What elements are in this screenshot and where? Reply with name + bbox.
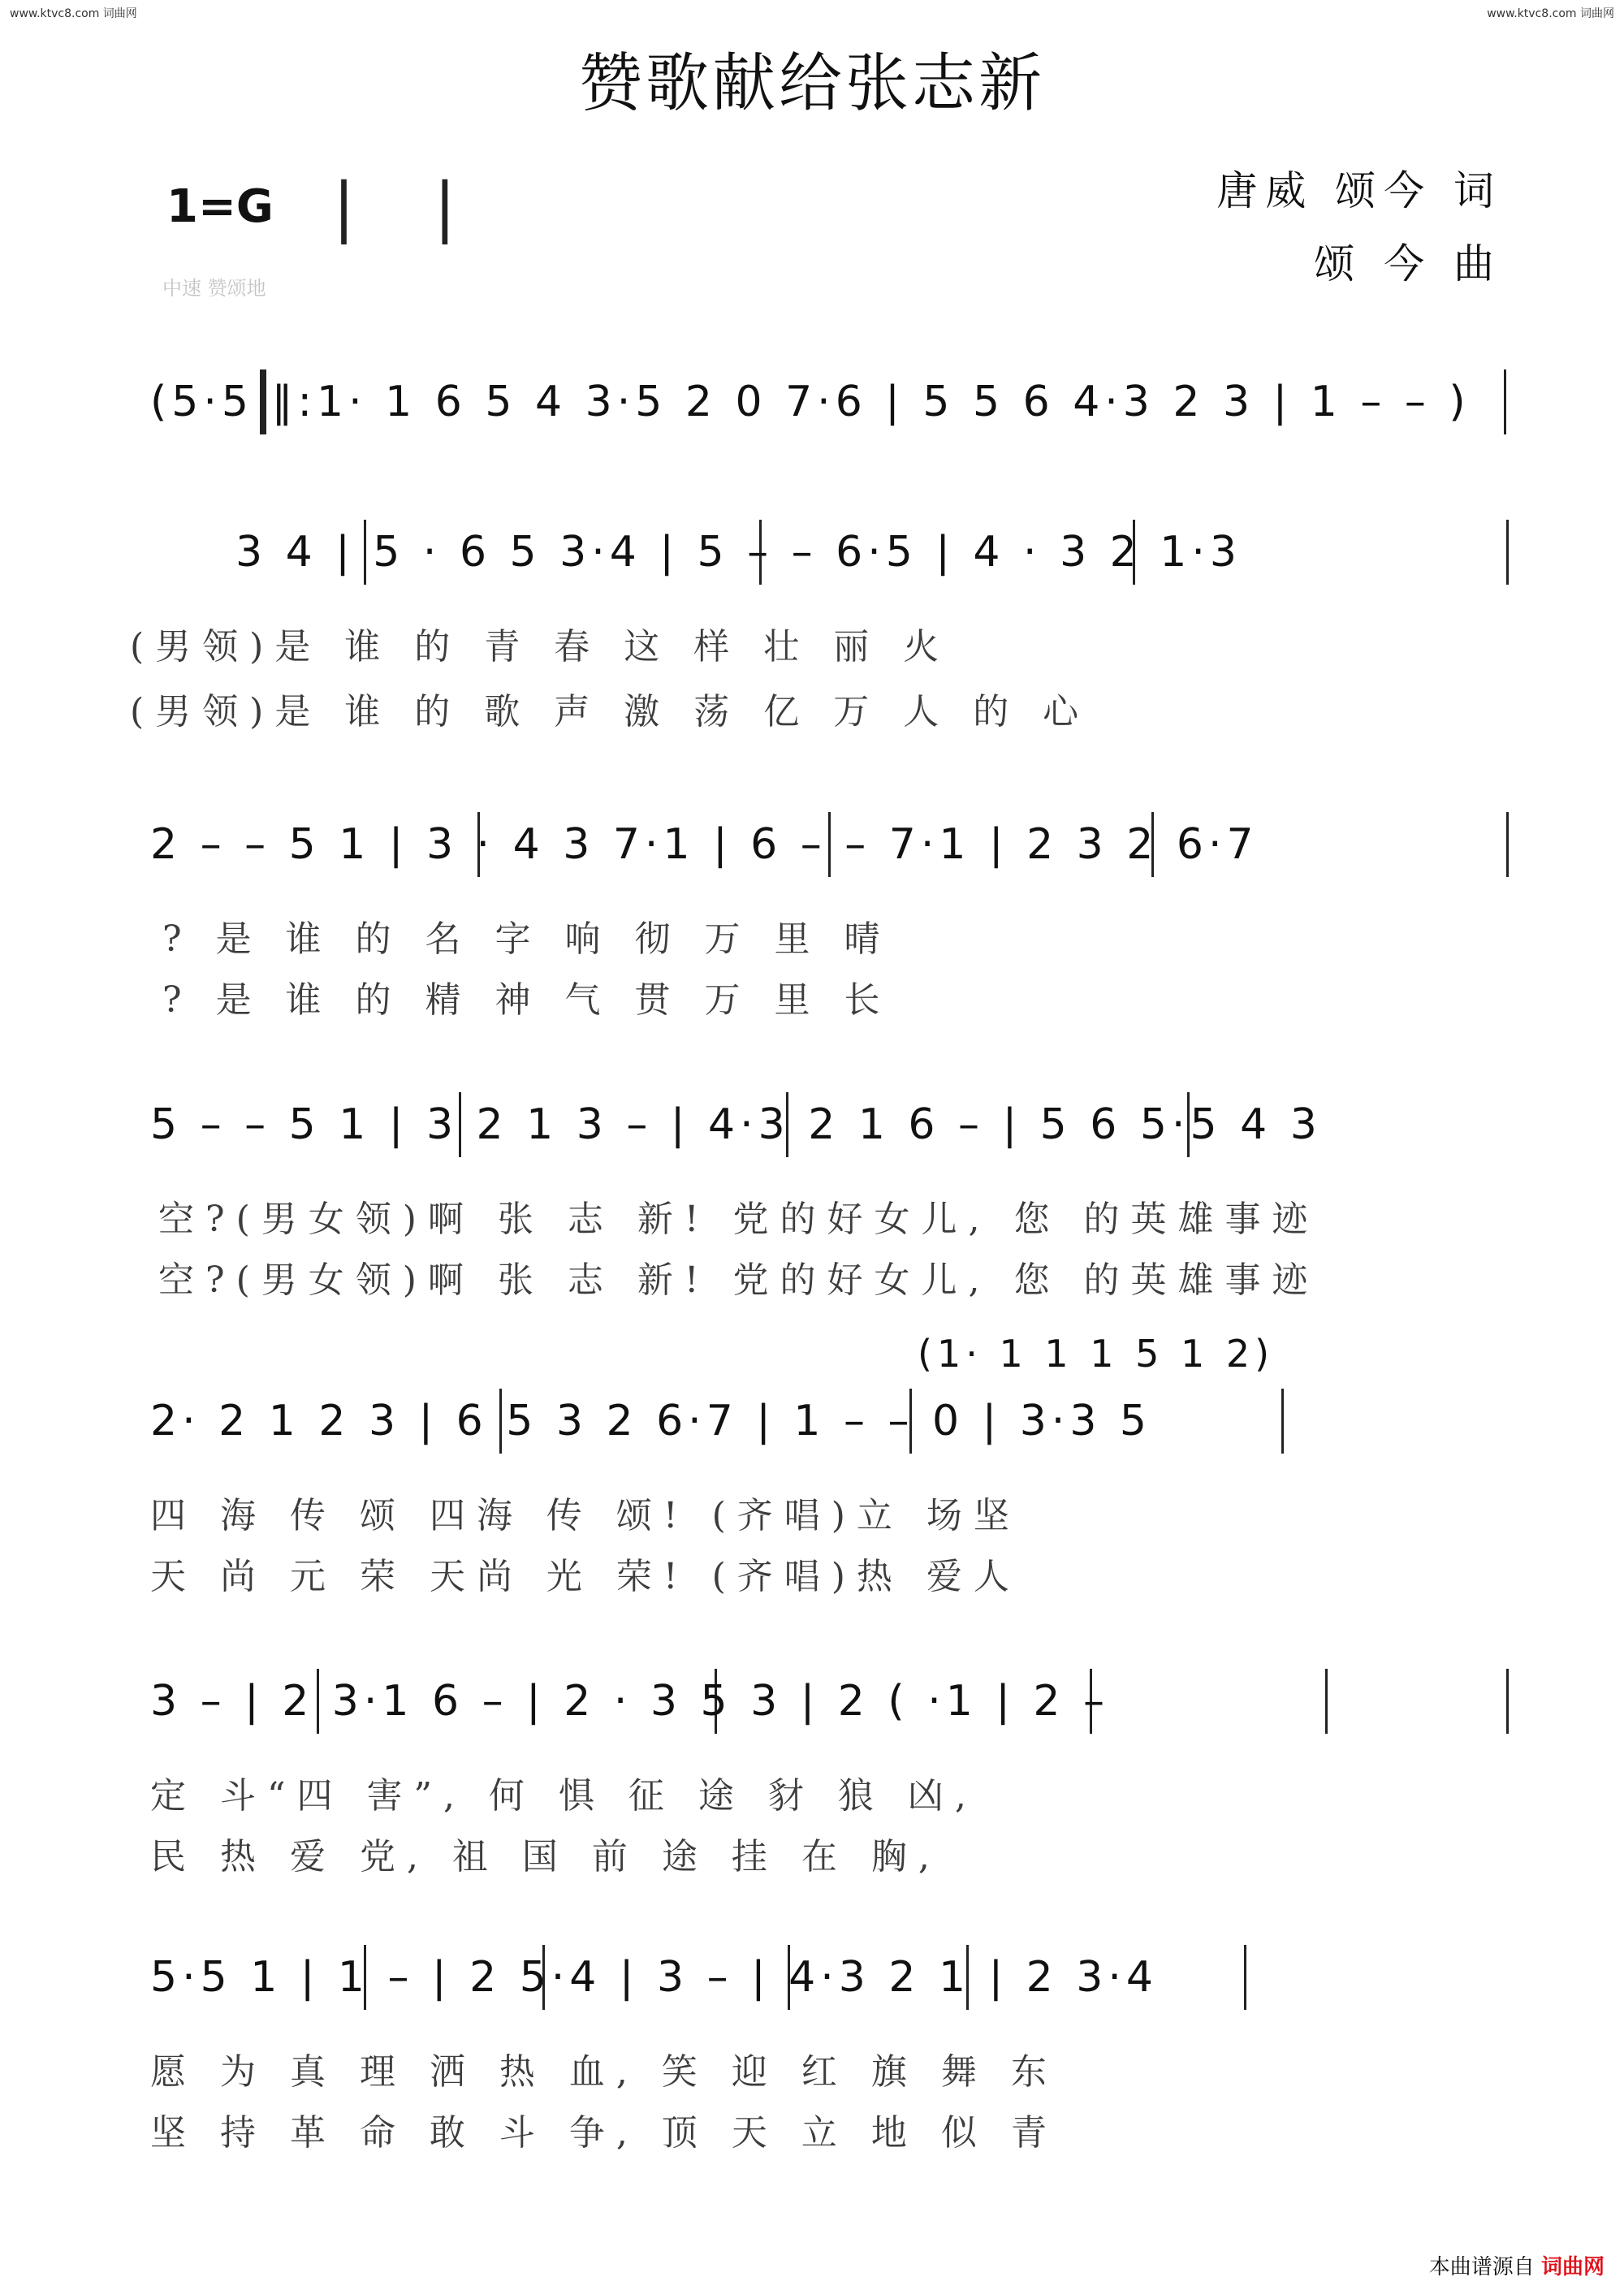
bar-line — [1281, 1389, 1284, 1454]
notation-line: 3 4 | 5 · 6 5 3·4 | 5 – – 6·5 | 4 · 3 2 1·3 — [235, 528, 1242, 577]
lyric-line-2: 民 热 爱 党, 祖 国 前 途 挂 在 胸, — [150, 1836, 941, 1877]
lyric-line-2: 天 尚 元 荣 天尚 光 荣! (齐唱)热 爱人 — [150, 1556, 1021, 1597]
bar-line — [1325, 1669, 1328, 1734]
notation-line: 5 – – 5 1 | 3 2 1 3 – | 4·3 2 1 6 – | 5 6 5·5 4 3 — [150, 1100, 1322, 1149]
lyric-line-1: 愿 为 真 理 洒 热 血, 笑 迎 红 旗 舞 东 — [150, 2051, 1058, 2093]
bar-line — [1506, 812, 1509, 877]
tempo-marking: 中速 赞颂地 — [162, 277, 266, 300]
notation-line: 2· 2 1 2 3 | 6 5 3 2 6·7 | 1 – – 0 | 3·3 5 — [150, 1397, 1152, 1445]
lyric-line-1: 定 斗“四 害”, 何 惧 征 途 豺 狼 凶, — [150, 1775, 978, 1817]
notation-line: (5·5 ‖:1· 1 6 5 4 3·5 2 0 7·6 | 5 5 6 4·3 2 3 | 1 – – ) — [150, 378, 1471, 426]
lyric-line-1: ? 是 谁 的 名 字 响 彻 万 里 晴 — [162, 918, 892, 960]
key-signature: 1=G — [166, 180, 274, 233]
bar-line — [1244, 1945, 1246, 2010]
lyric-line-2: (男领)是 谁 的 歌 声 激 荡 亿 万 人 的 心 — [130, 691, 1091, 732]
lyric-line-1: 四 海 传 颂 四海 传 颂! (齐唱)立 场坚 — [150, 1495, 1021, 1536]
lyric-line-2: 空?(男女领)啊 张 志 新! 党的好女儿, 您 的英雄事迹 — [158, 1260, 1320, 1301]
footer-source — [1429, 2250, 1605, 2280]
footer-source-label: 本曲谱源自 — [1428, 2255, 1535, 2279]
site-url-right: www.ktvc8.com 词曲网 — [1487, 7, 1614, 20]
time-signature-mark: | | — [333, 169, 486, 244]
bar-line — [1506, 520, 1509, 585]
footer-brand[interactable]: 词曲网 — [1540, 2255, 1605, 2279]
site-url-left: www.ktvc8.com 词曲网 — [10, 7, 137, 20]
lyric-line-2: 坚 持 革 命 敢 斗 争, 顶 天 立 地 似 青 — [150, 2112, 1058, 2154]
notation-line: 5·5 1 | 1 – | 2 5·4 | 3 – | 4·3 2 1 | 2 3·4 — [150, 1953, 1158, 2002]
bar-line — [1504, 369, 1506, 434]
accompaniment-line: (1· 1 1 1 5 1 2) — [918, 1332, 1275, 1376]
composer-credit: 颂 今 曲 — [1314, 240, 1502, 287]
bar-line — [1506, 1669, 1509, 1734]
song-title: 赞歌献给张志新 — [578, 47, 1045, 120]
notation-line: 2 – – 5 1 | 3 · 4 3 7·1 | 6 – – 7·1 | 2 3 2 6·7 — [150, 820, 1259, 869]
lyric-line-1: (男领)是 谁 的 青 春 这 样 壮 丽 火 — [130, 626, 951, 668]
lyric-line-2: ? 是 谁 的 精 神 气 贯 万 里 长 — [162, 979, 892, 1021]
lyricist-credit: 唐威 颂今 词 — [1216, 167, 1502, 214]
notation-line: 3 – | 2 3·1 6 – | 2 · 3 5 3 | 2 ( ·1 | 2 – — [150, 1677, 1110, 1726]
lyric-line-1: 空?(男女领)啊 张 志 新! 党的好女儿, 您 的英雄事迹 — [158, 1199, 1320, 1240]
